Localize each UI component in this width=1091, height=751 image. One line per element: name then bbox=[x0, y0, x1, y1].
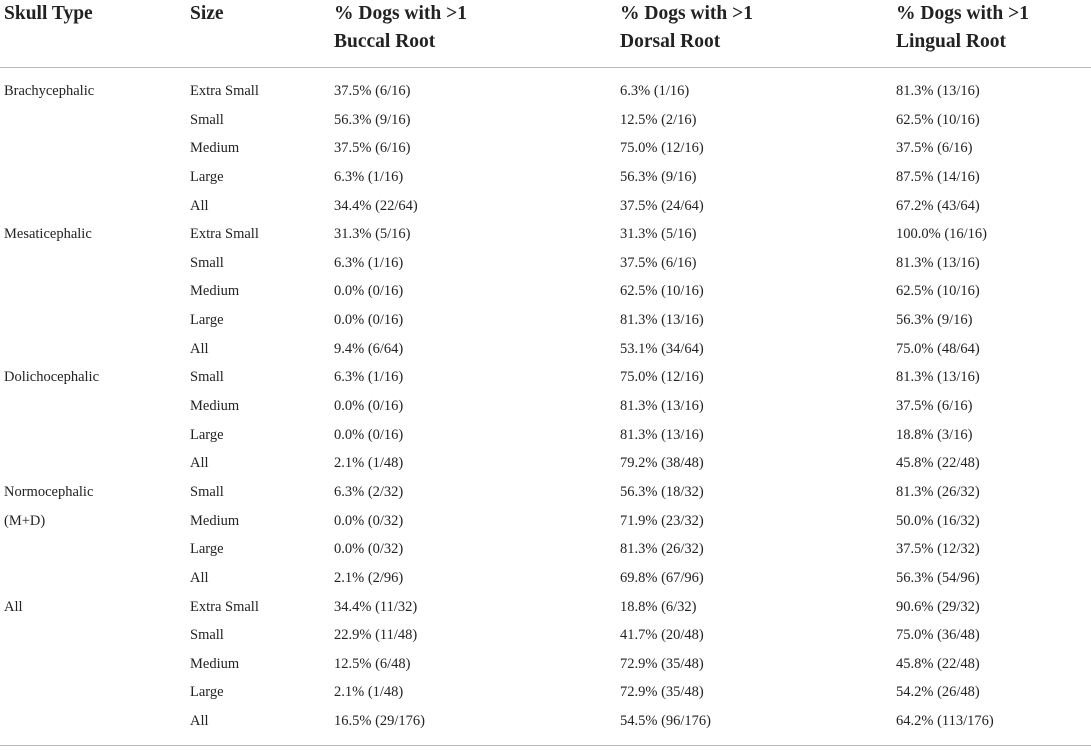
buccal-root-cell: 0.0% (0/16) bbox=[334, 426, 404, 443]
lingual-root-cell: 100.0% (16/16) bbox=[896, 226, 988, 243]
size-cell: Medium bbox=[190, 140, 240, 157]
table-row bbox=[0, 678, 1091, 707]
lingual-root-cell: 62.5% (10/16) bbox=[896, 111, 980, 128]
buccal-root-cell: 31.3% (5/16) bbox=[334, 226, 411, 243]
buccal-root-cell: 0.0% (0/32) bbox=[334, 512, 404, 529]
buccal-root-cell: 6.3% (1/16) bbox=[334, 254, 404, 271]
size-cell: Small bbox=[190, 254, 224, 271]
buccal-root-cell: 2.1% (2/96) bbox=[334, 569, 404, 586]
buccal-root-cell: 6.3% (1/16) bbox=[334, 369, 404, 386]
buccal-root-cell: 0.0% (0/32) bbox=[334, 541, 404, 558]
size-cell: All bbox=[190, 455, 209, 472]
dorsal-root-cell: 31.3% (5/16) bbox=[620, 226, 697, 243]
size-cell: Large bbox=[190, 684, 224, 701]
buccal-root-cell: 2.1% (1/48) bbox=[334, 455, 404, 472]
dorsal-root-cell: 71.9% (23/32) bbox=[620, 512, 704, 529]
table-row bbox=[0, 335, 1091, 364]
lingual-root-cell: 37.5% (12/32) bbox=[896, 541, 980, 558]
size-cell: Extra Small bbox=[190, 83, 259, 99]
size-cell: Large bbox=[190, 312, 224, 329]
size-cell: Small bbox=[190, 111, 224, 128]
lingual-root-cell: 81.3% (13/16) bbox=[896, 254, 980, 271]
dorsal-root-cell: 6.3% (1/16) bbox=[620, 83, 690, 99]
size-cell: Medium bbox=[190, 655, 240, 672]
dorsal-root-cell: 18.8% (6/32) bbox=[620, 598, 697, 615]
size-cell: All bbox=[190, 713, 209, 730]
skull-type-cell: Mesaticephalic bbox=[4, 226, 92, 243]
buccal-root-cell: 12.5% (6/48) bbox=[334, 655, 411, 672]
buccal-root-cell: 0.0% (0/16) bbox=[334, 312, 404, 329]
size-cell: Large bbox=[190, 168, 224, 185]
skull-type-cell: All bbox=[4, 598, 23, 615]
dorsal-root-cell: 72.9% (35/48) bbox=[620, 684, 704, 701]
size-cell: Large bbox=[190, 541, 224, 558]
dorsal-root-cell: 72.9% (35/48) bbox=[620, 655, 704, 672]
buccal-root-cell: 6.3% (1/16) bbox=[334, 168, 404, 185]
dorsal-root-cell: 75.0% (12/16) bbox=[620, 140, 704, 157]
dorsal-root-cell: 41.7% (20/48) bbox=[620, 627, 704, 644]
header-size: Size bbox=[190, 3, 224, 24]
skull-type-cell-line2: (M+D) bbox=[4, 512, 46, 529]
size-cell: Extra Small bbox=[190, 598, 259, 615]
buccal-root-cell: 37.5% (6/16) bbox=[334, 140, 411, 157]
size-cell: Medium bbox=[190, 512, 240, 529]
table-row bbox=[0, 306, 1091, 335]
table-row bbox=[0, 707, 1091, 736]
buccal-root-cell: 34.4% (22/64) bbox=[334, 197, 418, 214]
dorsal-root-cell: 56.3% (18/32) bbox=[620, 483, 704, 500]
table-row bbox=[0, 564, 1091, 593]
lingual-root-cell: 54.2% (26/48) bbox=[896, 684, 980, 701]
skull-type-cell: Normocephalic bbox=[4, 483, 94, 500]
lingual-root-cell: 75.0% (36/48) bbox=[896, 627, 980, 644]
lingual-root-cell: 45.8% (22/48) bbox=[896, 655, 980, 672]
table-row bbox=[0, 249, 1091, 278]
lingual-root-cell: 87.5% (14/16) bbox=[896, 168, 980, 185]
dorsal-root-cell: 81.3% (26/32) bbox=[620, 541, 704, 558]
size-cell: Medium bbox=[190, 283, 240, 300]
table-row bbox=[0, 593, 1091, 622]
table-row bbox=[0, 77, 1091, 106]
dorsal-root-cell: 62.5% (10/16) bbox=[620, 283, 704, 300]
header-skull-type: Skull Type bbox=[4, 3, 93, 24]
size-cell: Small bbox=[190, 627, 224, 644]
buccal-root-cell: 22.9% (11/48) bbox=[334, 627, 418, 644]
table-row bbox=[0, 650, 1091, 679]
lingual-root-cell: 56.3% (54/96) bbox=[896, 569, 980, 586]
header-lingual-root: % Dogs with >1 Lingual Root bbox=[896, 3, 1029, 52]
buccal-root-cell: 56.3% (9/16) bbox=[334, 111, 411, 128]
size-cell: All bbox=[190, 569, 209, 586]
lingual-root-cell: 37.5% (6/16) bbox=[896, 398, 973, 415]
dorsal-root-cell: 81.3% (13/16) bbox=[620, 398, 704, 415]
table-body bbox=[0, 77, 1091, 736]
lingual-root-cell: 81.3% (26/32) bbox=[896, 483, 980, 500]
lingual-root-cell: 50.0% (16/32) bbox=[896, 512, 980, 529]
lingual-root-cell: 45.8% (22/48) bbox=[896, 455, 980, 472]
header-buccal-root: % Dogs with >1 Buccal Root bbox=[334, 3, 467, 52]
table-header bbox=[0, 0, 1091, 64]
lingual-root-cell: 18.8% (3/16) bbox=[896, 426, 973, 443]
buccal-root-cell: 37.5% (6/16) bbox=[334, 83, 411, 99]
table-row bbox=[0, 363, 1091, 392]
buccal-root-cell: 34.4% (11/32) bbox=[334, 598, 418, 615]
dorsal-root-cell: 12.5% (2/16) bbox=[620, 111, 697, 128]
dorsal-root-cell: 53.1% (34/64) bbox=[620, 340, 704, 357]
table-row bbox=[0, 163, 1091, 192]
dorsal-root-cell: 69.8% (67/96) bbox=[620, 569, 704, 586]
lingual-root-cell: 62.5% (10/16) bbox=[896, 283, 980, 300]
buccal-root-cell: 6.3% (2/32) bbox=[334, 483, 404, 500]
table-row bbox=[0, 134, 1091, 163]
size-cell: Large bbox=[190, 426, 224, 443]
dorsal-root-cell: 75.0% (12/16) bbox=[620, 369, 704, 386]
header-dorsal-root: % Dogs with >1 Dorsal Root bbox=[620, 3, 753, 52]
size-cell: Small bbox=[190, 483, 224, 500]
dorsal-root-cell: 81.3% (13/16) bbox=[620, 312, 704, 329]
table-bottom-rule bbox=[0, 745, 1091, 746]
buccal-root-cell: 2.1% (1/48) bbox=[334, 684, 404, 701]
dorsal-root-cell: 37.5% (6/16) bbox=[620, 254, 697, 271]
dorsal-root-cell: 79.2% (38/48) bbox=[620, 455, 704, 472]
table-row bbox=[0, 220, 1091, 249]
table-row bbox=[0, 421, 1091, 450]
dorsal-root-cell: 54.5% (96/176) bbox=[620, 713, 712, 730]
lingual-root-cell: 64.2% (113/176) bbox=[896, 713, 994, 730]
lingual-root-cell: 75.0% (48/64) bbox=[896, 340, 980, 357]
lingual-root-cell: 56.3% (9/16) bbox=[896, 312, 973, 329]
lingual-root-cell: 81.3% (13/16) bbox=[896, 83, 980, 99]
buccal-root-cell: 9.4% (6/64) bbox=[334, 340, 404, 357]
table-row bbox=[0, 106, 1091, 135]
size-cell: Small bbox=[190, 369, 224, 386]
dorsal-root-cell: 56.3% (9/16) bbox=[620, 168, 697, 185]
table-row bbox=[0, 621, 1091, 650]
table-row bbox=[0, 535, 1091, 564]
lingual-root-cell: 37.5% (6/16) bbox=[896, 140, 973, 157]
buccal-root-cell: 0.0% (0/16) bbox=[334, 283, 404, 300]
skull-type-cell: Dolichocephalic bbox=[4, 369, 100, 386]
size-cell: Medium bbox=[190, 398, 240, 415]
table-row bbox=[0, 392, 1091, 421]
dorsal-root-cell: 37.5% (24/64) bbox=[620, 197, 704, 214]
table-row bbox=[0, 507, 1091, 536]
buccal-root-cell: 0.0% (0/16) bbox=[334, 398, 404, 415]
size-cell: All bbox=[190, 340, 209, 357]
buccal-root-cell: 16.5% (29/176) bbox=[334, 713, 426, 730]
lingual-root-cell: 90.6% (29/32) bbox=[896, 598, 980, 615]
lingual-root-cell: 81.3% (13/16) bbox=[896, 369, 980, 386]
table-row bbox=[0, 192, 1091, 221]
table-row bbox=[0, 277, 1091, 306]
size-cell: All bbox=[190, 197, 209, 214]
header-divider bbox=[0, 67, 1091, 68]
table-row bbox=[0, 449, 1091, 478]
skull-type-cell: Brachycephalic bbox=[4, 83, 95, 99]
dorsal-root-cell: 81.3% (13/16) bbox=[620, 426, 704, 443]
lingual-root-cell: 67.2% (43/64) bbox=[896, 197, 980, 214]
size-cell: Extra Small bbox=[190, 226, 259, 243]
